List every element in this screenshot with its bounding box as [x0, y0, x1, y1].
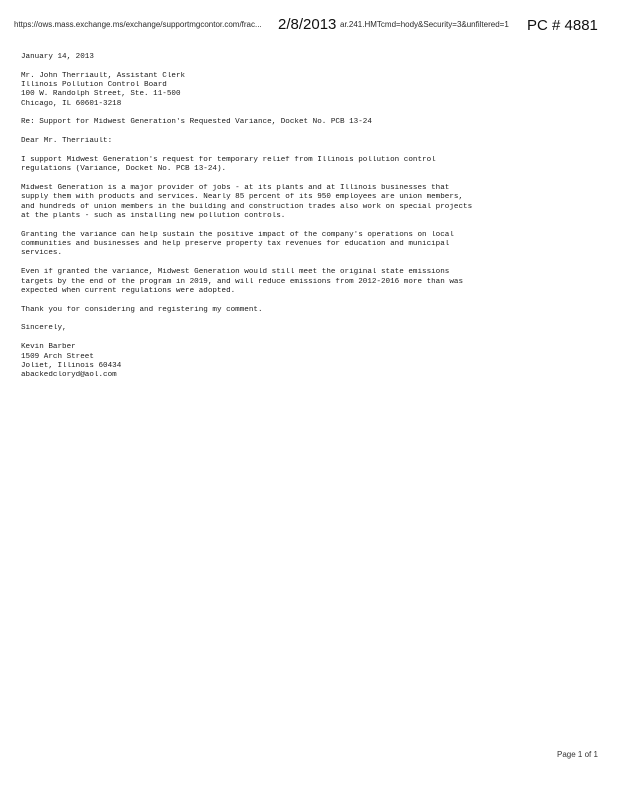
- page-number: Page 1 of 1: [557, 750, 598, 759]
- spacer: [21, 62, 601, 72]
- closing: Sincerely,: [21, 324, 67, 333]
- paragraph-line: targets by the end of the program in 2019, and will reduce emissions from 2012-2016 more than was: [21, 277, 464, 286]
- paragraph: [21, 268, 601, 296]
- signature-street: 1509 Arch Street: [21, 352, 94, 361]
- paragraph-line: I support Midwest Generation's request for temporary relief from Illinois pollution control: [21, 156, 436, 165]
- paragraph-line: services.: [21, 249, 63, 258]
- letter-date: January 14, 2013: [21, 53, 94, 61]
- spacer: [21, 315, 601, 325]
- paragraph-line: Thank you for considering and registering my comment.: [21, 305, 263, 314]
- header-url-right: ar.241.HMTcmd=hody&Security=3&unfiltered=1: [340, 20, 509, 29]
- spacer: [21, 128, 601, 138]
- paragraph-line: supply them with products and services. Nearly 85 percent of its 950 employees are union members,: [21, 193, 464, 202]
- paragraph-line: at the plants - such as installing new pollution controls.: [21, 212, 286, 221]
- paragraph: [21, 306, 601, 315]
- spacer: [21, 221, 601, 231]
- spacer: [21, 296, 601, 306]
- spacer: [21, 175, 601, 185]
- spacer: [21, 147, 601, 157]
- spacer: [21, 109, 601, 119]
- header-url-left: https://ows.mass.exchange.ms/exchange/supportmgcontor.com/frac...: [14, 20, 262, 29]
- paragraph: [21, 184, 601, 221]
- paragraph: [21, 156, 601, 175]
- paragraph-line: Even if granted the variance, Midwest Generation would still meet the original state emissions: [21, 268, 450, 277]
- signature-city: Joliet, Illinois 60434: [21, 361, 122, 370]
- recipient-line: Illinois Pollution Control Board: [21, 81, 167, 90]
- paragraph: [21, 231, 601, 259]
- paragraph-line: Granting the variance can help sustain the positive impact of the company's operations on local: [21, 230, 454, 239]
- paragraph-line: and hundreds of union members in the building and construction trades also work on special projects: [21, 202, 473, 211]
- recipient-line: Mr. John Therriault, Assistant Clerk: [21, 71, 186, 80]
- subject-line: Re: Support for Midwest Generation's Requested Variance, Docket No. PCB 13-24: [21, 118, 372, 127]
- recipient-address: [21, 72, 601, 109]
- signature-email: abackedcloryd@aol.com: [21, 371, 117, 380]
- salutation: Dear Mr. Therriault:: [21, 137, 113, 146]
- signature-block: [21, 343, 601, 380]
- signature-name: Kevin Barber: [21, 343, 76, 352]
- spacer: [21, 259, 601, 269]
- fax-date: 2/8/2013: [278, 16, 337, 33]
- paragraph-line: regulations (Variance, Docket No. PCB 13-24).: [21, 165, 227, 174]
- public-comment-number: PC # 4881: [527, 17, 598, 34]
- paragraph-line: Midwest Generation is a major provider of jobs - at its plants and at Illinois businesses that: [21, 184, 450, 193]
- paragraph-line: expected when current regulations were adopted.: [21, 286, 236, 295]
- letter-body: [21, 53, 601, 380]
- spacer: [21, 334, 601, 344]
- paragraph-line: communities and businesses and help preserve property tax revenues for education and municipal: [21, 240, 450, 249]
- recipient-line: Chicago, IL 60601-3218: [21, 99, 122, 108]
- recipient-line: 100 W. Randolph Street, Ste. 11-500: [21, 90, 181, 99]
